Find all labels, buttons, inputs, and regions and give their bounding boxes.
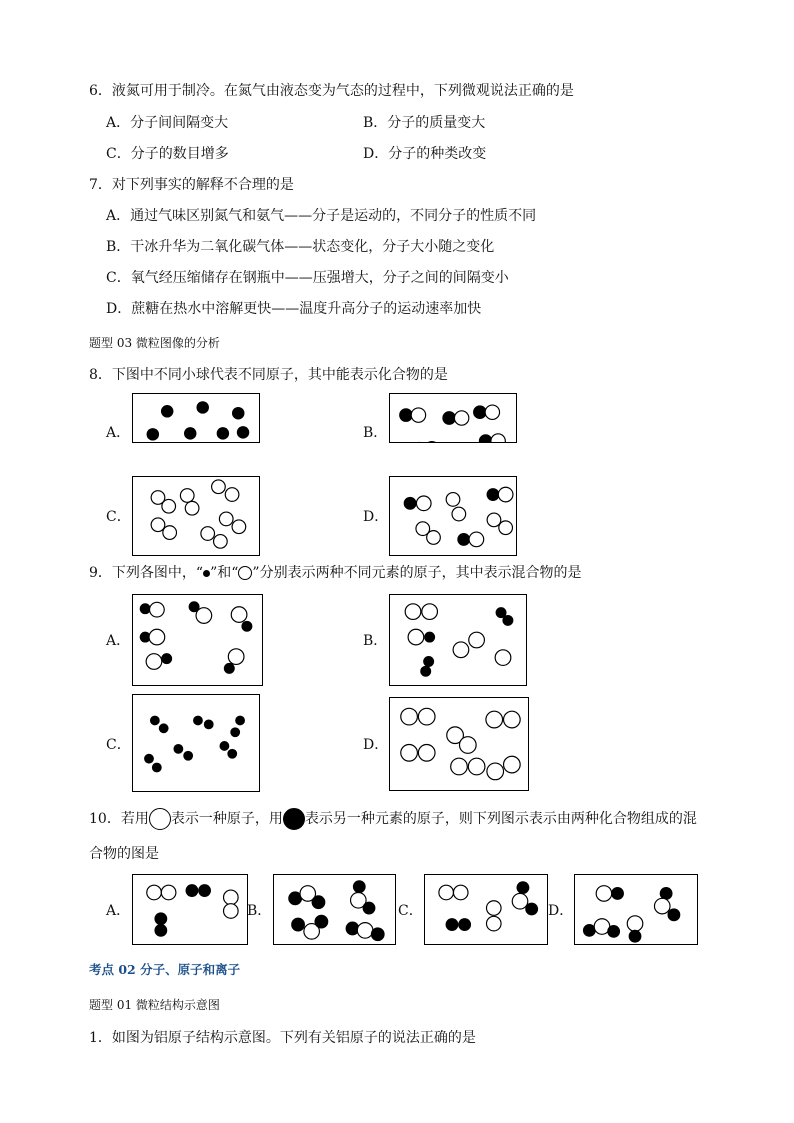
q9-figure-c (132, 694, 260, 792)
type01-heading: 题型 01 微粒结构示意图 (89, 998, 220, 1012)
q7-option-a: A．通过气味区别氮气和氨气——分子是运动的，不同分子的性质不同 (106, 208, 537, 224)
q6-option-b: B．分子的质量变大 (363, 115, 486, 131)
q10-figure-a (132, 874, 248, 945)
q10-figure-b (273, 874, 396, 945)
q6-option-c: C．分子的数目增多 (106, 146, 229, 162)
q9-stem: 9．下列各图中，“ ”和“ ”分别表示两种不同元素的原子，其中表示混合物的是 (89, 565, 582, 581)
q7-option-d: D．蔗糖在热水中溶解更快——温度升高分子的运动速率加快 (106, 301, 482, 317)
q10-label-d: D． (548, 903, 574, 919)
q7-option-c: C．氧气经压缩储存在钢瓶中——压强增大，分子之间的间隔变小 (106, 270, 509, 286)
q9-label-d: D． (363, 737, 389, 753)
q9-label-b: B． (363, 633, 388, 649)
q10-stem-continued: 合物的图是 (89, 846, 159, 862)
q6-stem: 6．液氮可用于制冷。在氮气由液态变为气态的过程中，下列微观说法正确的是 (89, 83, 574, 99)
kaodian-heading: 考点 02 分子、原子和离子 (89, 962, 241, 977)
q10-label-b: B． (247, 903, 272, 919)
q8-stem: 8．下图中不同小球代表不同原子，其中能表示化合物的是 (89, 367, 448, 383)
type03-heading: 题型 03 微粒图像的分析 (89, 336, 220, 350)
q8-label-b: B． (363, 425, 388, 441)
q8-figure-c (132, 476, 260, 556)
q8-figure-a (132, 393, 260, 443)
q1-stem: 1．如图为铝原子结构示意图。下列有关铝原子的说法正确的是 (89, 1030, 476, 1046)
q9-figure-a (132, 594, 263, 686)
q8-label-c: C． (106, 509, 131, 525)
q7-option-b: B．干冰升华为二氧化碳气体——状态变化，分子大小随之变化 (106, 239, 495, 255)
q7-stem: 7．对下列事实的解释不合理的是 (89, 177, 294, 193)
q10-figure-d (574, 874, 698, 945)
q8-figure-d (389, 476, 517, 556)
white-atom-icon (238, 566, 252, 580)
q9-label-c: C． (106, 737, 131, 753)
q9-figure-b (389, 594, 527, 686)
white-atom-icon (149, 808, 171, 830)
q6-option-d: D．分子的种类改变 (363, 146, 487, 162)
q10-figure-c (424, 874, 548, 945)
q10-label-c: C． (398, 903, 423, 919)
q8-figure-b (389, 393, 517, 443)
q8-label-a: A． (106, 425, 131, 441)
q8-label-d: D． (363, 509, 389, 525)
q9-label-a: A． (106, 633, 131, 649)
black-atom-icon (283, 808, 305, 830)
q6-option-a: A．分子间间隔变大 (106, 115, 229, 131)
q9-figure-d (389, 697, 529, 791)
q10-stem: 10．若用 表示一种原子，用 表示另一种元素的原子，则下列图示表示由两种化合物组成的混 (89, 807, 697, 831)
q10-label-a: A． (106, 903, 131, 919)
